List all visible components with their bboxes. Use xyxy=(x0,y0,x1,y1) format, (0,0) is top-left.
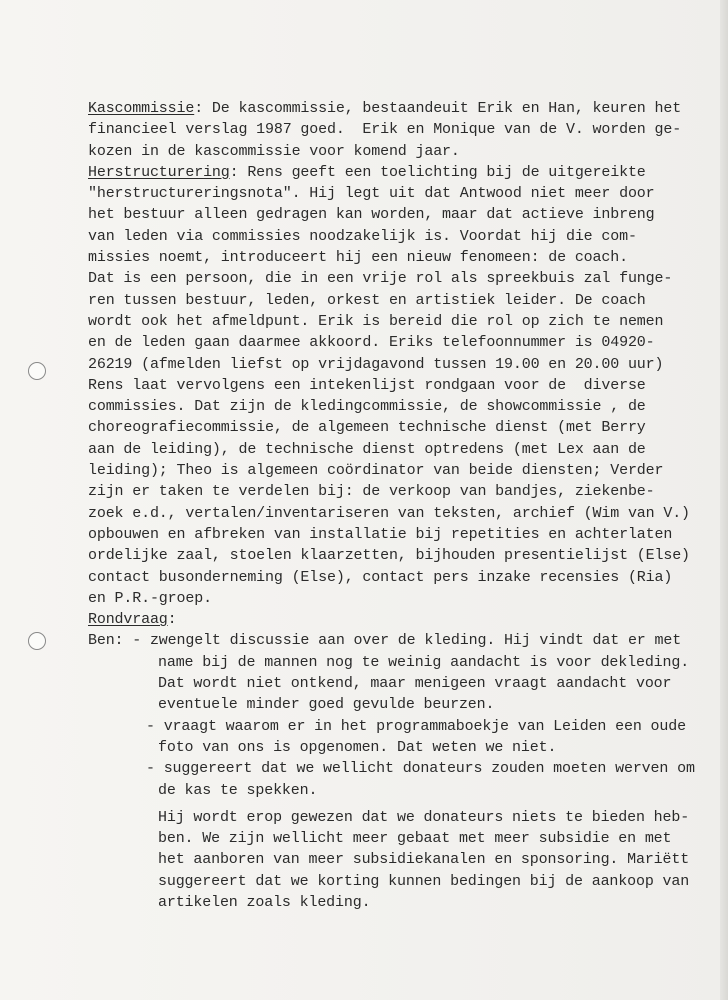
text-line xyxy=(88,247,688,268)
document-body xyxy=(88,98,695,913)
punch-hole xyxy=(28,362,46,380)
text-line xyxy=(88,162,688,183)
line-text: leiding); Theo is algemeen coördinator van beide diensten; Verder xyxy=(88,462,664,480)
line-text: "herstructureringsnota". Hij legt uit dat Antwood niet meer door xyxy=(88,185,655,203)
rondvraag-line: artikelen zoals kleding. xyxy=(158,893,371,911)
line-text: ordelijke zaal, stoelen klaarzetten, bijhouden presentielijst (Else) xyxy=(88,547,690,565)
line-text: opbouwen en afbreken van installatie bij repetities en achterlaten xyxy=(88,525,673,543)
text-line xyxy=(88,332,688,353)
text-line xyxy=(88,268,688,289)
section-heading: Herstructurering xyxy=(88,163,230,181)
line-text: wordt ook het afmeldpunt. Erik is bereid die rol op zich te nemen xyxy=(88,312,664,330)
line-text: kozen in de kascommissie voor komend jaar. xyxy=(88,142,460,160)
rondvraag-line: name bij de mannen nog te weinig aandacht is voor dekleding. xyxy=(158,653,690,671)
text-line xyxy=(88,503,688,524)
text-line xyxy=(88,290,688,311)
text-line xyxy=(88,545,688,566)
line-text: : Rens geeft een toelichting bij de uitgereikte xyxy=(229,163,646,181)
line-text: Rens laat vervolgens een intekenlijst rondgaan voor de diverse xyxy=(88,376,646,394)
rondvraag-line: ben. We zijn wellicht meer gebaat met meer subsidie en met xyxy=(158,830,672,848)
rondvraag-line: Hij wordt erop gewezen dat we donateurs niets te bieden heb- xyxy=(158,808,690,826)
line-text: : De kascommissie, bestaandeuit Erik en Han, keuren het xyxy=(194,100,682,117)
text-line xyxy=(88,141,688,162)
text-line xyxy=(88,439,688,460)
rondvraag-line: suggereert dat we korting kunnen bedingen bij de aankoop van xyxy=(158,872,690,890)
text-line xyxy=(88,226,688,247)
rondvraag-line: - vraagt waarom er in het programmaboekje van Leiden een oude xyxy=(146,717,686,735)
line-text: en de leden gaan daarmee akkoord. Eriks telefoonnummer is 04920- xyxy=(88,334,655,352)
rondvraag-line: foto van ons is opgenomen. Dat weten we niet. xyxy=(158,738,557,756)
line-text: aan de leiding), de technische dienst optredens (met Lex aan de xyxy=(88,440,646,458)
rondvraag-line: de kas te spekken. xyxy=(158,781,318,799)
rondvraag-line: - suggereert dat we wellicht donateurs zouden moeten werven om xyxy=(146,760,695,778)
text-line xyxy=(88,375,688,396)
text-line xyxy=(88,119,688,140)
section-heading: Kascommissie xyxy=(88,100,195,117)
text-line xyxy=(88,311,688,332)
text-line xyxy=(88,204,688,225)
line-text: ren tussen bestuur, leden, orkest en artistiek leider. De coach xyxy=(88,291,646,309)
rondvraag-section xyxy=(88,630,695,913)
line-text: 26219 (afmelden liefst op vrijdagavond tussen 19.00 en 20.00 uur) xyxy=(88,355,664,373)
line-text: financieel verslag 1987 goed. Erik en Monique van de V. worden ge- xyxy=(88,121,682,139)
line-text: het bestuur alleen gedragen kan worden, maar dat actieve inbreng xyxy=(88,206,655,224)
text-line xyxy=(88,460,688,481)
section-heading: Rondvraag xyxy=(88,611,168,629)
rondvraag-line: Ben: - zwengelt discussie aan over de kleding. Hij vindt dat er met xyxy=(88,632,682,650)
rondvraag-line: Dat wordt niet ontkend, maar menigeen vraagt aandacht voor xyxy=(158,675,672,693)
punch-hole xyxy=(28,632,46,650)
text-line xyxy=(88,567,688,588)
line-text: zijn er taken te verdelen bij: de verkoop van bandjes, ziekenbe- xyxy=(88,483,655,501)
line-text: van leden via commissies noodzakelijk is. Voordat hij die com- xyxy=(88,227,637,245)
minutes-text xyxy=(88,98,688,630)
text-line xyxy=(88,588,688,609)
line-text: Dat is een persoon, die in een vrije rol als spreekbuis zal funge- xyxy=(88,270,673,288)
rondvraag-line: eventuele minder goed gevulde beurzen. xyxy=(158,696,495,714)
text-line xyxy=(88,481,688,502)
line-text: zoek e.d., vertalen/inventariseren van teksten, archief (Wim van V.) xyxy=(88,504,690,522)
text-line xyxy=(88,98,688,119)
text-line xyxy=(88,183,688,204)
line-text: commissies. Dat zijn de kledingcommissie, de showcommissie , de xyxy=(88,398,646,416)
line-text: en P.R.-groep. xyxy=(88,589,212,607)
text-line xyxy=(88,354,688,375)
line-text: choreografiecommissie, de algemeen technische dienst (met Berry xyxy=(88,419,646,437)
line-text: : xyxy=(167,611,177,629)
text-line xyxy=(88,524,688,545)
text-line xyxy=(88,609,688,630)
line-text: contact busonderneming (Else), contact pers inzake recensies (Ria) xyxy=(88,568,673,586)
text-line xyxy=(88,396,688,417)
text-line xyxy=(88,417,688,438)
rondvraag-line: het aanboren van meer subsidiekanalen en sponsoring. Mariëtt xyxy=(158,851,690,869)
page-edge xyxy=(720,0,728,1000)
line-text: missies noemt, introduceert hij een nieuw fenomeen: de coach. xyxy=(88,249,628,267)
